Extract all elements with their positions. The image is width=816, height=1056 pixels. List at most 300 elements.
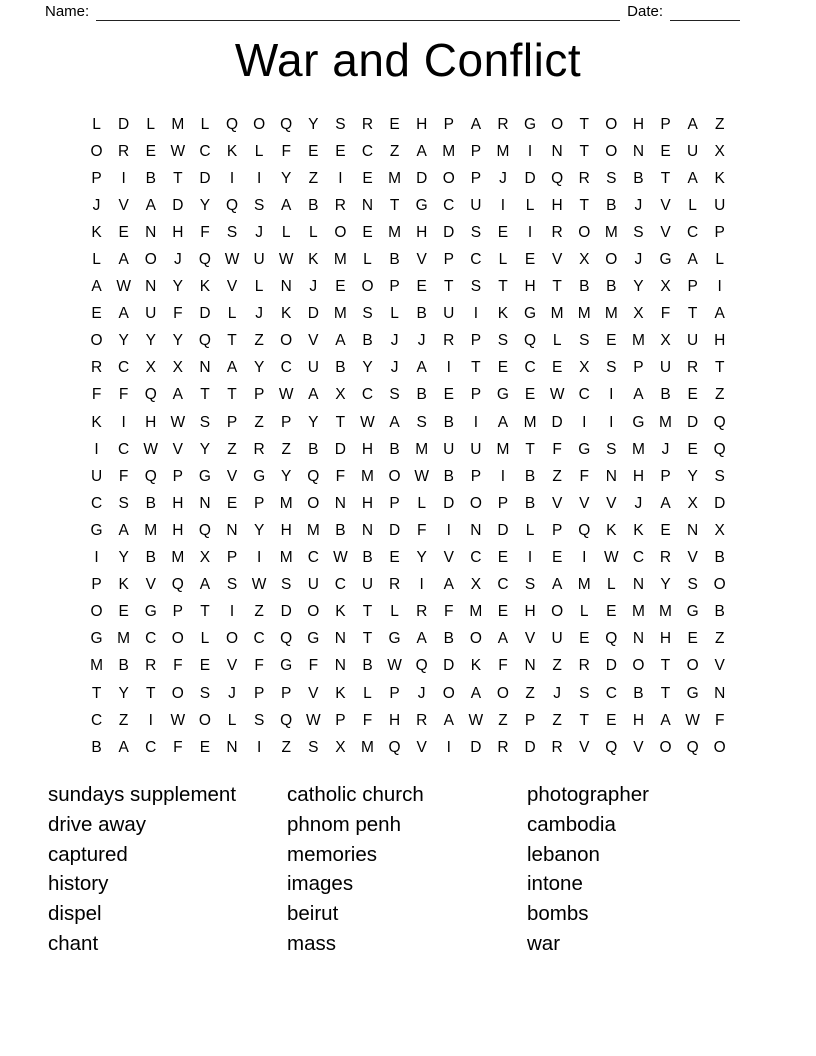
grid-letter: M	[117, 630, 131, 648]
grid-letter: T	[91, 684, 102, 702]
grid-letter: T	[146, 684, 156, 702]
grid-letter: S	[118, 494, 129, 512]
grid-letter: Y	[172, 332, 183, 350]
grid-letter: J	[634, 494, 643, 512]
grid-letter: C	[470, 251, 482, 269]
grid-letter: S	[308, 738, 319, 756]
grid-letter: P	[443, 251, 454, 269]
grid-letter: P	[551, 521, 563, 539]
grid-letter: P	[91, 576, 102, 594]
grid-letter: O	[307, 494, 320, 512]
grid-letter: W	[387, 657, 402, 675]
grid-letter: G	[280, 657, 293, 675]
grid-letter: Q	[171, 576, 184, 594]
grid-letter: F	[254, 657, 264, 675]
word-item: photographer	[527, 783, 649, 806]
word-item: sundays supplement	[48, 783, 237, 806]
grid-letter: I	[527, 549, 533, 567]
grid-letter: M	[442, 142, 456, 160]
grid-letter: S	[226, 576, 238, 594]
grid-letter: M	[279, 494, 293, 512]
grid-letter: G	[90, 521, 103, 539]
grid-letter: O	[90, 142, 103, 160]
grid-letter: I	[717, 278, 722, 296]
grid-letter: N	[361, 521, 374, 539]
grid-letter: P	[91, 169, 102, 187]
grid-letter: A	[416, 142, 427, 160]
grid-letter: W	[170, 711, 186, 729]
grid-letter: Y	[687, 467, 698, 485]
grid-letter: E	[606, 711, 617, 729]
grid-letter: H	[524, 278, 536, 296]
grid-letter: D	[524, 169, 536, 187]
grid-letter: N	[280, 278, 292, 296]
grid-letter: D	[280, 603, 292, 621]
grid-letter: P	[172, 603, 183, 621]
grid-letter: Y	[281, 169, 292, 187]
word-list-column	[527, 780, 649, 959]
grid-letter: Y	[118, 684, 129, 702]
grid-letter: I	[256, 169, 262, 187]
grid-letter: Q	[686, 738, 699, 756]
grid-letter: Z	[714, 630, 725, 648]
grid-letter: S	[253, 196, 265, 214]
grid-letter: M	[496, 142, 510, 160]
grid-letter: S	[633, 223, 644, 241]
grid-letter: T	[173, 169, 183, 187]
grid-letter: V	[660, 196, 671, 214]
grid-letter: Y	[308, 413, 319, 431]
grid-letter: U	[361, 576, 374, 594]
grid-letter: L	[417, 494, 426, 512]
grid-letter: K	[606, 521, 617, 539]
grid-letter: N	[632, 142, 645, 160]
grid-letter: S	[199, 684, 211, 702]
grid-letter: B	[633, 684, 644, 702]
grid-letter: B	[145, 494, 156, 512]
grid-letter: Z	[254, 413, 264, 431]
grid-letter: V	[416, 251, 427, 269]
grid-letter: G	[307, 630, 320, 648]
grid-letter: U	[470, 440, 482, 458]
grid-letter: Y	[118, 332, 129, 350]
grid-letter: O	[361, 278, 374, 296]
grid-letter: X	[470, 576, 482, 594]
grid-letter: I	[582, 413, 587, 431]
grid-letter: A	[118, 521, 129, 539]
grid-letter: O	[713, 738, 726, 756]
grid-letter: C	[145, 630, 157, 648]
grid-letter: S	[199, 413, 211, 431]
grid-letter: Q	[225, 196, 239, 214]
grid-letter: T	[552, 278, 562, 296]
grid-letter: B	[335, 521, 346, 539]
grid-letter: N	[524, 657, 536, 675]
grid-letter: A	[470, 115, 482, 133]
grid-letter: L	[579, 603, 589, 621]
grid-letter: A	[335, 332, 346, 350]
grid-letter: U	[90, 467, 103, 485]
grid-letter: M	[90, 657, 103, 675]
grid-letter: F	[308, 657, 319, 675]
grid-letter: S	[714, 467, 725, 485]
letter-grid	[83, 111, 733, 761]
grid-letter: A	[281, 196, 292, 214]
grid-letter: V	[551, 251, 563, 269]
grid-letter: C	[280, 359, 292, 377]
grid-letter: A	[497, 413, 509, 431]
grid-letter: R	[253, 440, 265, 458]
grid-letter: E	[606, 332, 617, 350]
grid-letter: T	[579, 711, 589, 729]
grid-letter: G	[686, 684, 699, 702]
grid-letter: D	[307, 305, 319, 323]
grid-letter: Z	[227, 440, 237, 458]
grid-letter: M	[631, 332, 645, 350]
grid-letter: M	[604, 305, 618, 323]
grid-letter: E	[579, 630, 590, 648]
grid-letter: F	[118, 467, 129, 485]
grid-letter: H	[145, 413, 157, 431]
grid-letter: U	[307, 359, 319, 377]
grid-letter: E	[118, 603, 129, 621]
grid-letter: B	[145, 169, 156, 187]
grid-letter: E	[362, 223, 373, 241]
grid-letter: E	[606, 603, 617, 621]
grid-letter: J	[634, 196, 643, 214]
word-item: images	[287, 872, 354, 896]
grid-letter: Q	[307, 467, 320, 485]
grid-letter: P	[660, 467, 671, 485]
grid-letter: N	[470, 521, 482, 539]
grid-letter: U	[714, 196, 726, 214]
grid-letter: N	[226, 521, 238, 539]
grid-letter: Q	[713, 413, 726, 431]
grid-letter: I	[229, 603, 235, 621]
grid-letter: Z	[254, 332, 264, 350]
grid-letter: G	[686, 603, 699, 621]
grid-letter: E	[497, 223, 509, 241]
grid-letter: I	[500, 196, 506, 214]
grid-letter: N	[199, 494, 211, 512]
grid-letter: L	[552, 332, 562, 350]
grid-letter: P	[443, 115, 454, 133]
grid-letter: P	[470, 169, 482, 187]
grid-letter: O	[90, 332, 103, 350]
grid-letter: G	[632, 413, 645, 431]
grid-letter: S	[281, 576, 292, 594]
grid-letter: Z	[552, 711, 562, 729]
grid-letter: F	[173, 738, 183, 756]
grid-letter: P	[226, 549, 238, 567]
grid-letter: M	[659, 413, 672, 431]
grid-letter: I	[94, 549, 99, 567]
grid-letter: B	[714, 549, 725, 567]
grid-letter: M	[577, 305, 591, 323]
grid-letter: K	[335, 603, 346, 621]
grid-letter: Y	[253, 359, 265, 377]
grid-letter: X	[687, 494, 698, 512]
grid-letter: B	[633, 169, 644, 187]
grid-letter: G	[144, 603, 157, 621]
grid-letter: E	[497, 549, 509, 567]
grid-letter: C	[90, 711, 103, 729]
grid-letter: N	[334, 657, 346, 675]
grid-letter: E	[497, 359, 509, 377]
grid-letter: V	[714, 657, 725, 675]
grid-letter: M	[496, 440, 510, 458]
grid-letter: Q	[198, 332, 211, 350]
grid-letter: D	[118, 115, 130, 133]
grid-letter: N	[334, 494, 346, 512]
grid-letter: M	[415, 440, 429, 458]
grid-letter: J	[92, 196, 101, 214]
grid-letter: F	[335, 467, 346, 485]
grid-letter: Z	[498, 711, 508, 729]
grid-letter: I	[500, 467, 506, 485]
word-item: catholic church	[287, 783, 424, 806]
grid-letter: O	[171, 684, 184, 702]
grid-letter: P	[335, 711, 346, 729]
grid-letter: O	[632, 657, 645, 675]
grid-letter: D	[524, 738, 536, 756]
grid-letter: T	[687, 305, 698, 323]
grid-letter: V	[524, 630, 536, 648]
grid-letter: S	[470, 223, 482, 241]
grid-letter: X	[335, 738, 346, 756]
grid-letter: S	[606, 169, 617, 187]
grid-letter: F	[200, 223, 210, 241]
word-item: memories	[287, 842, 377, 866]
grid-letter: W	[278, 386, 294, 404]
grid-letter: J	[390, 359, 399, 377]
grid-letter: K	[470, 657, 482, 675]
grid-letter: O	[605, 115, 618, 133]
word-item: mass	[287, 931, 336, 955]
grid-letter: P	[281, 684, 292, 702]
grid-letter: P	[470, 332, 482, 350]
grid-letter: F	[660, 305, 671, 323]
grid-letter: I	[609, 413, 614, 431]
grid-letter: T	[389, 196, 400, 214]
grid-letter: C	[497, 576, 509, 594]
grid-letter: Q	[225, 115, 239, 133]
grid-letter: D	[443, 494, 455, 512]
grid-letter: J	[255, 223, 263, 241]
grid-letter: R	[416, 711, 428, 729]
grid-letter: B	[579, 278, 590, 296]
grid-letter: I	[419, 576, 424, 594]
grid-letter: Q	[713, 440, 726, 458]
grid-letter: B	[416, 386, 427, 404]
grid-letter: C	[632, 549, 645, 567]
grid-letter: Z	[254, 603, 264, 621]
grid-letter: Q	[605, 630, 618, 648]
grid-letter: R	[334, 196, 346, 214]
grid-letter: W	[278, 251, 294, 269]
grid-letter: E	[551, 549, 563, 567]
grid-letter: F	[498, 657, 508, 675]
grid-letter: T	[579, 115, 589, 133]
grid-letter: O	[605, 142, 618, 160]
puzzle-title: War and Conflict	[234, 33, 582, 86]
grid-letter: R	[497, 738, 509, 756]
grid-letter: J	[634, 251, 643, 269]
grid-letter: M	[659, 603, 672, 621]
grid-letter: T	[525, 440, 535, 458]
grid-letter: X	[199, 549, 211, 567]
grid-letter: A	[389, 413, 400, 431]
grid-letter: B	[524, 467, 536, 485]
grid-letter: T	[579, 142, 589, 160]
grid-letter: T	[200, 386, 210, 404]
grid-letter: C	[253, 630, 265, 648]
grid-letter: C	[118, 359, 130, 377]
grid-letter: N	[199, 359, 211, 377]
grid-letter: W	[549, 386, 565, 404]
grid-letter: O	[496, 684, 509, 702]
grid-letter: P	[497, 494, 509, 512]
grid-letter: E	[660, 521, 671, 539]
grid-letter: V	[308, 332, 319, 350]
grid-letter: V	[443, 549, 454, 567]
grid-letter: I	[338, 169, 343, 187]
grid-letter: E	[91, 305, 102, 323]
grid-letter: X	[660, 278, 671, 296]
grid-letter: K	[118, 576, 129, 594]
grid-letter: V	[633, 738, 644, 756]
grid-letter: F	[714, 711, 725, 729]
grid-letter: Z	[308, 169, 319, 187]
grid-letter: K	[91, 413, 102, 431]
grid-letter: V	[606, 494, 617, 512]
grid-letter: P	[687, 278, 698, 296]
grid-letter: B	[524, 494, 536, 512]
grid-letter: L	[254, 142, 264, 160]
word-list-column	[287, 780, 527, 959]
grid-letter: E	[308, 142, 319, 160]
grid-letter: P	[470, 386, 482, 404]
grid-letter: D	[172, 196, 184, 214]
grid-letter: H	[172, 521, 184, 539]
grid-letter: J	[553, 684, 562, 702]
grid-letter: R	[551, 223, 563, 241]
grid-letter: S	[606, 359, 617, 377]
grid-letter: E	[362, 169, 373, 187]
grid-letter: S	[687, 576, 698, 594]
grid-letter: T	[498, 278, 508, 296]
grid-letter: U	[145, 305, 157, 323]
grid-letter: S	[253, 711, 265, 729]
grid-letter: B	[91, 738, 102, 756]
grid-letter: V	[145, 576, 156, 594]
grid-letter: G	[578, 440, 591, 458]
grid-letter: A	[308, 386, 319, 404]
grid-letter: Z	[389, 142, 400, 160]
grid-letter: O	[388, 467, 401, 485]
grid-letter: P	[226, 413, 238, 431]
grid-letter: O	[469, 630, 482, 648]
grid-letter: O	[280, 332, 293, 350]
grid-letter: B	[660, 386, 671, 404]
grid-letter: D	[470, 738, 482, 756]
grid-letter: Y	[362, 359, 373, 377]
grid-letter: M	[631, 603, 645, 621]
grid-letter: A	[118, 738, 129, 756]
name-label: Name:	[45, 3, 90, 20]
grid-letter: C	[307, 549, 319, 567]
grid-letter: F	[416, 521, 427, 539]
grid-letter: Y	[118, 549, 129, 567]
grid-letter: A	[416, 630, 427, 648]
grid-letter: R	[659, 549, 672, 567]
grid-letter: N	[145, 223, 157, 241]
grid-letter: A	[660, 494, 671, 512]
grid-letter: T	[660, 657, 671, 675]
grid-letter: T	[471, 359, 481, 377]
grid-letter: Q	[198, 251, 211, 269]
word-list-column	[48, 780, 287, 959]
grid-letter: O	[551, 115, 564, 133]
grid-letter: F	[579, 467, 589, 485]
grid-letter: X	[579, 359, 590, 377]
grid-letter: A	[443, 711, 454, 729]
word-item: beirut	[287, 902, 339, 926]
grid-letter: F	[362, 711, 373, 729]
grid-letter: V	[308, 684, 319, 702]
grid-letter: N	[551, 142, 563, 160]
grid-letter: I	[446, 359, 451, 377]
grid-letter: T	[335, 413, 346, 431]
grid-letter: R	[497, 115, 509, 133]
grid-letter: S	[362, 305, 373, 323]
grid-letter: Y	[199, 440, 211, 458]
grid-letter: V	[579, 738, 590, 756]
grid-letter: Q	[605, 738, 618, 756]
grid-letter: L	[92, 115, 101, 133]
grid-letter: O	[551, 603, 564, 621]
grid-letter: A	[687, 169, 698, 187]
grid-letter: V	[172, 440, 183, 458]
grid-letter: E	[524, 251, 536, 269]
grid-letter: N	[605, 467, 617, 485]
grid-letter: I	[94, 440, 99, 458]
grid-letter: I	[121, 413, 126, 431]
grid-letter: L	[390, 305, 399, 323]
grid-letter: N	[145, 278, 157, 296]
grid-letter: B	[118, 657, 129, 675]
grid-letter: J	[255, 305, 263, 323]
grid-letter: E	[145, 142, 156, 160]
grid-letter: R	[416, 603, 428, 621]
grid-letter: I	[582, 549, 587, 567]
grid-letter: E	[687, 630, 698, 648]
grid-letter: A	[118, 305, 129, 323]
grid-letter: P	[660, 115, 671, 133]
grid-letter: S	[524, 576, 536, 594]
grid-letter: K	[714, 169, 725, 187]
grid-letter: B	[416, 305, 427, 323]
grid-letter: J	[417, 684, 426, 702]
grid-letter: A	[470, 684, 482, 702]
grid-letter: L	[390, 603, 399, 621]
grid-letter: A	[660, 711, 671, 729]
grid-letter: H	[416, 223, 428, 241]
grid-letter: M	[604, 223, 618, 241]
grid-letter: J	[228, 684, 236, 702]
grid-letter: B	[443, 630, 454, 648]
grid-letter: V	[118, 196, 129, 214]
